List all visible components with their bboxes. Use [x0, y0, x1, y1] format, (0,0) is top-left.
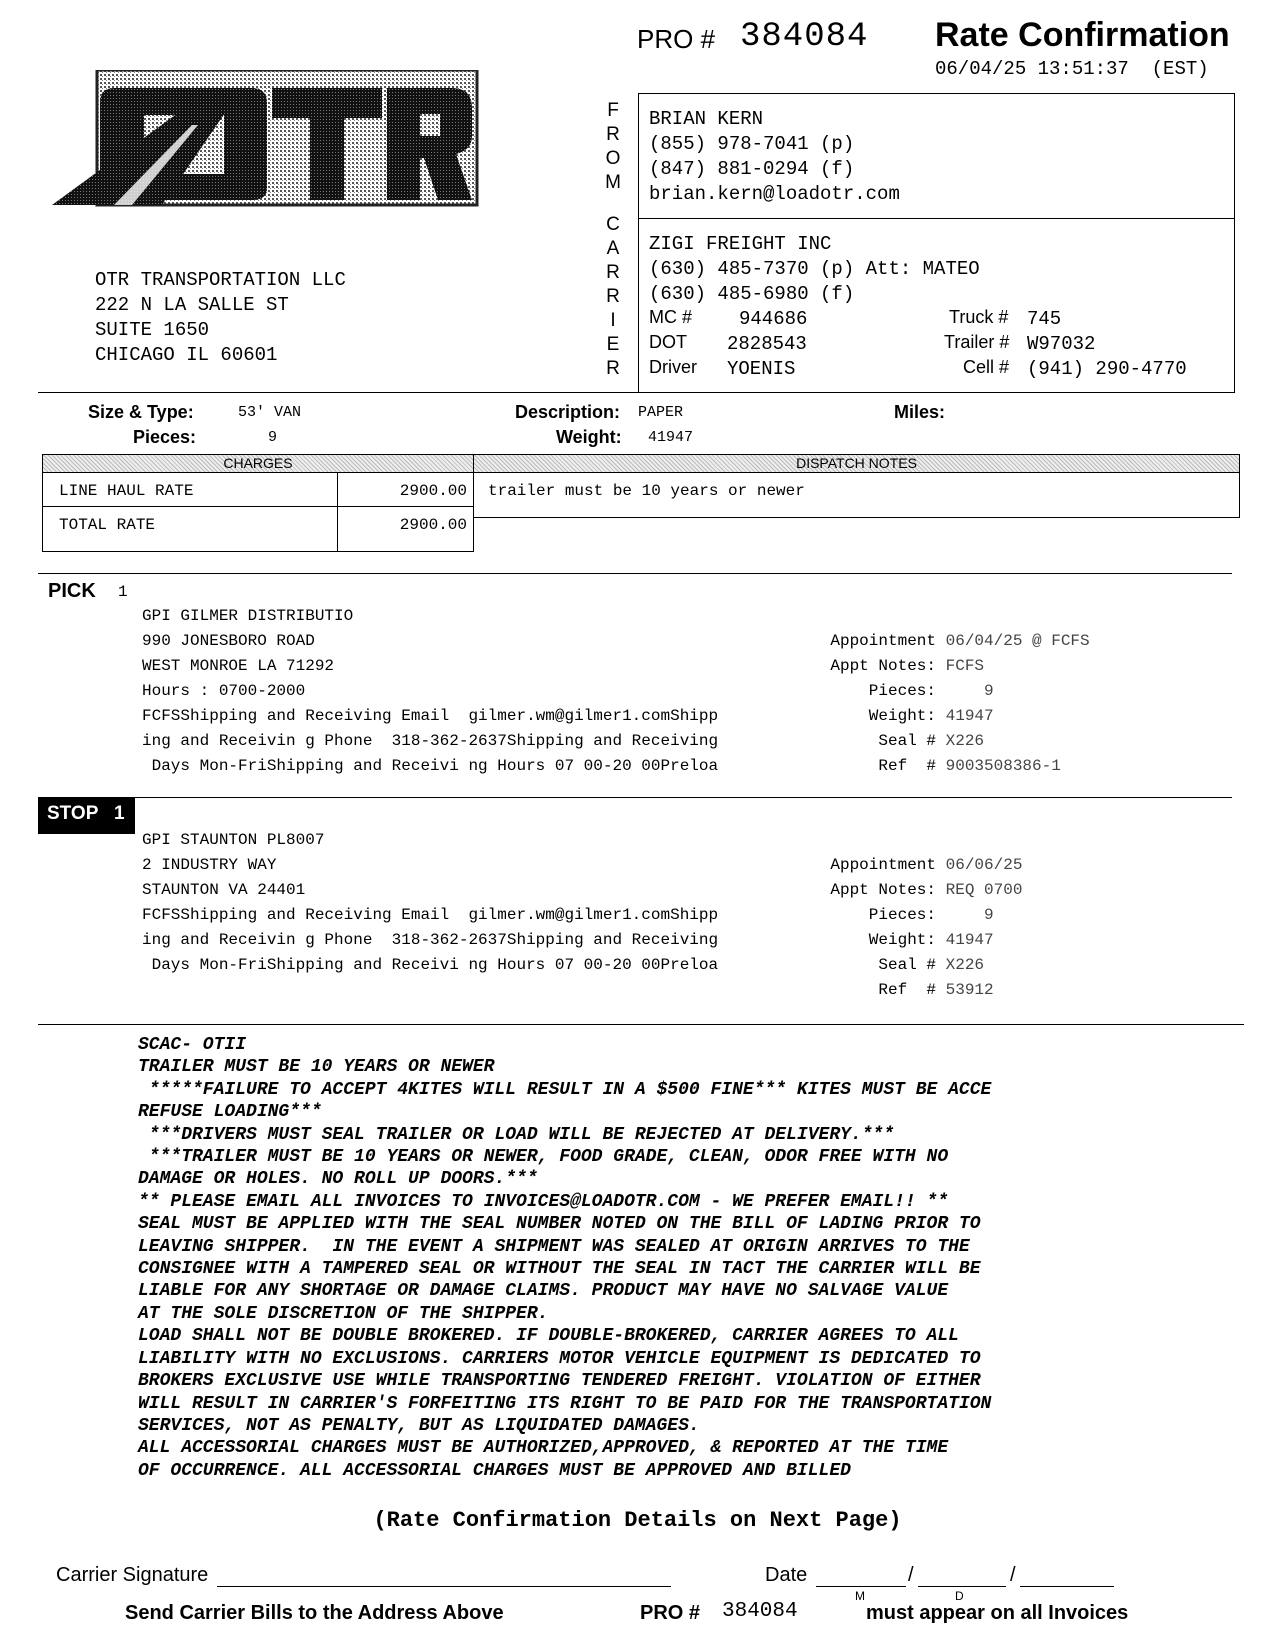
carrier-fax: (630) 485-6980 (f)	[649, 283, 855, 305]
carrier-name: ZIGI FREIGHT INC	[649, 233, 832, 255]
month-caption: M	[855, 1589, 865, 1603]
kv-key: Pieces:	[868, 906, 936, 924]
pieces-value: 9	[268, 429, 278, 446]
weight-value: 41947	[648, 429, 694, 446]
note-line: CONSIGNEE WITH A TAMPERED SEAL OR WITHOUT THE SEAL IN TACT THE CARRIER WILL BE	[138, 1259, 981, 1280]
note-line: OF OCCURRENCE. ALL ACCESSORIAL CHARGES MUST BE APPROVED AND BILLED	[138, 1460, 851, 1481]
signature-label: Carrier Signature	[56, 1564, 209, 1586]
company-address	[95, 268, 346, 368]
stop-line: FCFSShipping and Receiving Email gilmer.wm@gilmer1.comShipp	[142, 906, 719, 924]
note-line: AT THE SOLE DISCRETION OF THE SHIPPER.	[138, 1303, 549, 1324]
stop-line: STAUNTON VA 24401	[142, 881, 306, 899]
from-phone: (855) 978-7041 (p)	[649, 133, 855, 155]
stop-line: GPI STAUNTON PL8007	[142, 831, 325, 849]
kv-key: Weight:	[868, 707, 936, 725]
from-email[interactable]: brian.kern@loadotr.com	[649, 183, 900, 205]
kv-value: X226	[945, 732, 985, 750]
pick-title: PICK	[48, 580, 96, 602]
from-letter: M	[605, 172, 621, 193]
pick-line: Hours : 0700-2000	[142, 682, 306, 700]
date-day-field[interactable]	[918, 1586, 1006, 1587]
send-bills-note: Send Carrier Bills to the Address Above	[125, 1602, 504, 1624]
note-line: SERVICES, NOT AS PENALTY, BUT AS LIQUIDATED DAMAGES.	[138, 1415, 700, 1436]
kv-value: 06/06/25	[945, 856, 1023, 874]
terms-notes	[138, 1034, 991, 1482]
divider	[38, 573, 1232, 574]
note-line: ***TRAILER MUST BE 10 YEARS OR NEWER, FOOD GRADE, CLEAN, ODOR FREE WITH NO	[138, 1147, 949, 1168]
note-line: ** PLEASE EMAIL ALL INVOICES TO INVOICES@LOADOTR.COM - WE PREFER EMAIL!! **	[138, 1191, 949, 1212]
trailer-label: Trailer #	[944, 332, 1010, 352]
from-letter: O	[605, 148, 621, 169]
kv-value: 06/04/25 @ FCFS	[945, 632, 1090, 650]
stop-line: 2 INDUSTRY WAY	[142, 856, 277, 874]
charge-label: LINE HAUL RATE	[59, 482, 194, 500]
pick-line: 990 JONESBORO ROAD	[142, 632, 315, 650]
carrier-letter: E	[606, 334, 620, 355]
trailer-value: W97032	[1027, 333, 1096, 355]
otr-logo	[52, 70, 502, 215]
carrier-letter: A	[606, 238, 620, 259]
kv-key: Appt Notes:	[830, 881, 936, 899]
company-city: CHICAGO IL 60601	[95, 344, 278, 366]
dot-value: 2828543	[727, 333, 807, 355]
pick-line: ing and Receivin g Phone 318-362-2637Shipping and Receiving	[142, 732, 719, 750]
kv-key: Weight:	[868, 931, 936, 949]
pick-line: WEST MONROE LA 71292	[142, 657, 335, 675]
driver-value: YOENIS	[727, 358, 796, 380]
from-fax: (847) 881-0294 (f)	[649, 158, 855, 180]
kv-key: Appt Notes:	[830, 657, 936, 675]
pieces-label: Pieces:	[133, 427, 197, 447]
stop-line: ing and Receivin g Phone 318-362-2637Shipping and Receiving	[142, 931, 719, 949]
kv-key: Appointment	[830, 632, 936, 650]
truck-label: Truck #	[949, 307, 1009, 327]
cell-value: (941) 290-4770	[1027, 358, 1187, 380]
kv-value: 53912	[945, 981, 994, 999]
carrier-letter: C	[606, 214, 620, 235]
weight-label: Weight:	[556, 427, 622, 447]
note-line: WILL RESULT IN CARRIER'S FORFEITING ITS RIGHT TO BE PAID FOR THE TRANSPORTATION	[138, 1393, 992, 1414]
carrier-letter: R	[606, 262, 620, 283]
description-value: PAPER	[638, 404, 684, 421]
carrier-letter: R	[606, 286, 620, 307]
note-line: *****FAILURE TO ACCEPT 4KITES WILL RESULT IN A $500 FINE*** KITES MUST BE ACCE	[138, 1079, 992, 1100]
document-datetime: 06/04/25 13:51:37 (EST)	[935, 58, 1209, 80]
dispatch-notes-header: DISPATCH NOTES	[473, 454, 1240, 473]
kv-key: Pieces:	[868, 682, 936, 700]
pro-label: PRO #	[637, 24, 716, 54]
mc-label: MC #	[649, 307, 693, 327]
divider	[38, 797, 1232, 798]
invoice-note: must appear on all Invoices	[866, 1602, 1129, 1624]
stop-title: STOP	[47, 803, 99, 824]
charge-label: TOTAL RATE	[59, 516, 156, 534]
date-year-field[interactable]	[1020, 1586, 1114, 1587]
signature-line[interactable]	[217, 1586, 671, 1587]
note-line: TRAILER MUST BE 10 YEARS OR NEWER	[138, 1057, 495, 1078]
carrier-letter: I	[610, 310, 616, 331]
charge-amount-cell	[337, 506, 474, 552]
stop-line: Days Mon-FriShipping and Receivi ng Hours 07 00-20 00Preloa	[142, 956, 719, 974]
dispatch-note: trailer must be 10 years or newer	[488, 482, 805, 500]
stop-details	[142, 828, 718, 978]
from-name: BRIAN KERN	[649, 108, 764, 130]
footer-pro-label: PRO #	[640, 1602, 701, 1624]
pick-details	[142, 604, 718, 779]
note-line: DAMAGE OR HOLES. NO ROLL UP DOORS.***	[138, 1169, 538, 1190]
charges-header: CHARGES	[42, 454, 474, 473]
from-letter: F	[607, 100, 619, 121]
pick-line: GPI GILMER DISTRIBUTIO	[142, 607, 354, 625]
day-caption: D	[955, 1589, 964, 1603]
document-title: Rate Confirmation	[935, 16, 1230, 54]
carrier-phone: (630) 485-7370 (p) Att: MATEO	[649, 258, 980, 280]
kv-value: 9	[945, 906, 994, 924]
kv-key: Ref #	[878, 981, 936, 999]
charge-row	[42, 506, 338, 552]
note-line: BROKERS EXCLUSIVE USE WHILE TRANSPORTING TENDERED FREIGHT. VIOLATION OF EITHER	[138, 1371, 981, 1392]
pro-number: 384084	[740, 18, 869, 56]
kv-key: Seal #	[878, 956, 936, 974]
note-line: SCAC- OTII	[138, 1035, 247, 1055]
dispatch-note-cell	[473, 472, 1240, 518]
kv-value: 9	[945, 682, 994, 700]
driver-label: Driver	[649, 357, 697, 377]
note-line: LIABLE FOR ANY SHORTAGE OR DAMAGE CLAIMS. PRODUCT MAY HAVE NO SALVAGE VALUE	[138, 1281, 949, 1302]
charge-amount-cell	[337, 472, 474, 507]
kv-value: X226	[945, 956, 985, 974]
note-line: LOAD SHALL NOT BE DOUBLE BROKERED. IF DOUBLE-BROKERED, CARRIER AGREES TO ALL	[138, 1326, 959, 1347]
stop-number: 1	[114, 803, 125, 824]
pick-number: 1	[118, 583, 128, 601]
next-page-note: (Rate Confirmation Details on Next Page)	[373, 1508, 902, 1533]
kv-value: 41947	[945, 931, 994, 949]
divider	[38, 392, 1233, 393]
mc-value: 944686	[739, 308, 808, 330]
stop-badge	[38, 797, 135, 834]
note-line: ***DRIVERS MUST SEAL TRAILER OR LOAD WILL BE REJECTED AT DELIVERY.***	[138, 1124, 895, 1145]
note-line: LEAVING SHIPPER. IN THE EVENT A SHIPMENT WAS SEALED AT ORIGIN ARRIVES TO THE	[138, 1236, 970, 1257]
pick-line: FCFSShipping and Receiving Email gilmer.wm@gilmer1.comShipp	[142, 707, 719, 725]
description-label: Description:	[515, 402, 621, 422]
charge-row	[42, 472, 338, 507]
pick-appointment-info	[806, 629, 1090, 779]
kv-key: Appointment	[830, 856, 936, 874]
kv-value: 41947	[945, 707, 994, 725]
date-month-field[interactable]	[816, 1586, 906, 1587]
size-type-value: 53' VAN	[238, 404, 302, 421]
note-line: LIABILITY WITH NO EXCLUSIONS. CARRIERS MOTOR VEHICLE EQUIPMENT IS DEDICATED TO	[138, 1348, 981, 1369]
date-label: Date	[765, 1564, 808, 1586]
stop-appointment-info	[806, 853, 1022, 1003]
company-name: OTR TRANSPORTATION LLC	[95, 269, 346, 291]
divider	[38, 1024, 1244, 1025]
footer-pro-number: 384084	[722, 1600, 798, 1623]
size-type-label: Size & Type:	[88, 402, 194, 422]
note-line: REFUSE LOADING***	[138, 1102, 322, 1123]
kv-value: FCFS	[945, 657, 985, 675]
cell-label: Cell #	[963, 357, 1010, 377]
company-suite: SUITE 1650	[95, 319, 210, 341]
charge-amount: 2900.00	[399, 516, 467, 534]
note-line: SEAL MUST BE APPLIED WITH THE SEAL NUMBER NOTED ON THE BILL OF LADING PRIOR TO	[138, 1214, 981, 1235]
company-street: 222 N LA SALLE ST	[95, 294, 289, 316]
note-line: ALL ACCESSORIAL CHARGES MUST BE AUTHORIZED,APPROVED, & REPORTED AT THE TIME	[138, 1438, 949, 1459]
from-letter: R	[606, 124, 620, 145]
charge-amount: 2900.00	[399, 482, 467, 500]
divider	[638, 218, 1235, 219]
kv-key: Ref #	[878, 757, 936, 775]
pick-line: Days Mon-FriShipping and Receivi ng Hours 07 00-20 00Preloa	[142, 757, 719, 775]
miles-label: Miles:	[894, 402, 946, 422]
kv-value: 9003508386-1	[945, 757, 1061, 775]
truck-value: 745	[1027, 308, 1062, 330]
dot-label: DOT	[649, 332, 687, 352]
kv-key: Seal #	[878, 732, 936, 750]
carrier-letter: R	[606, 358, 620, 379]
kv-value: REQ 0700	[945, 881, 1023, 899]
